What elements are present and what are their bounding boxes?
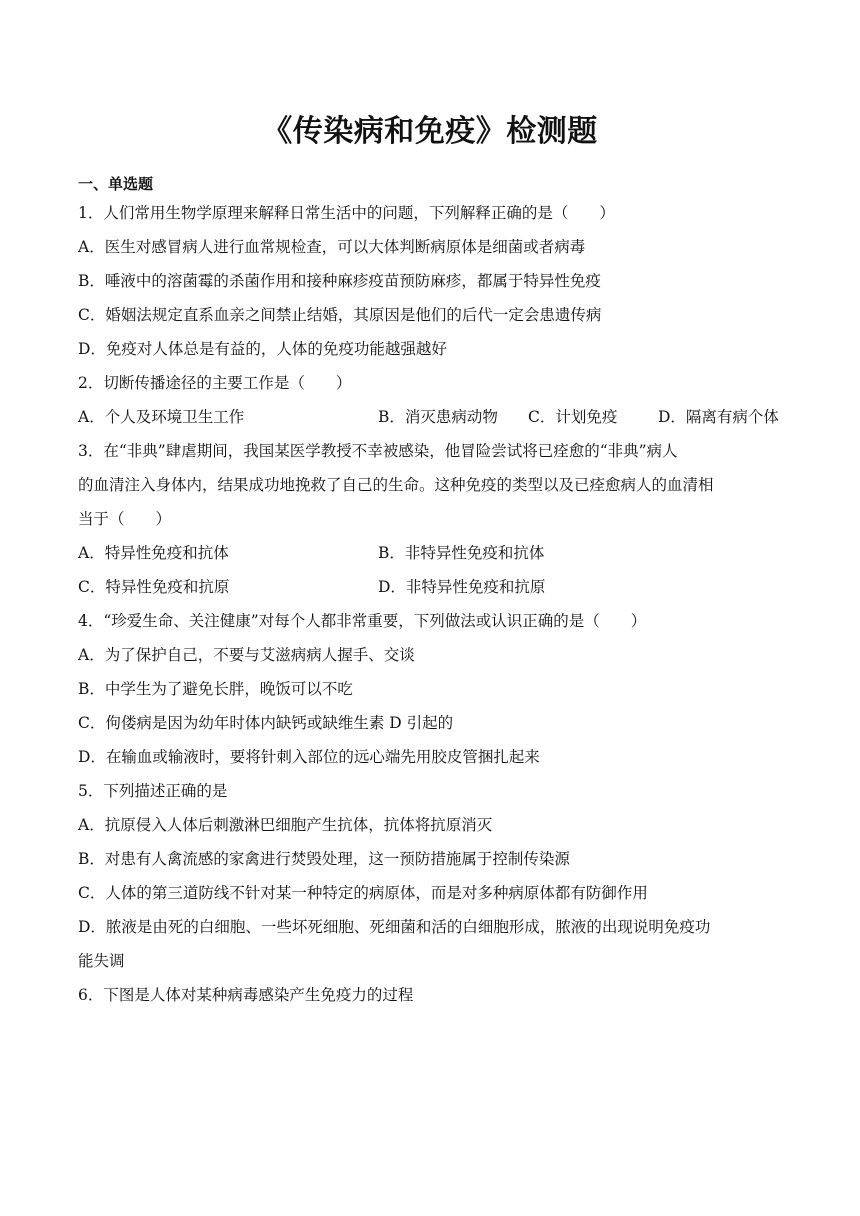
question-2-option-b: B．消灭患病动物 (378, 408, 498, 426)
question-3-option-d: D．非特异性免疫和抗原 (378, 578, 546, 596)
question-5-option-d-line-2: 能失调 (78, 952, 125, 970)
question-1-option-c: C．婚姻法规定直系血亲之间禁止结婚，其原因是他们的后代一定会患遗传病 (78, 306, 602, 324)
question-1-option-b: B．唾液中的溶菌霉的杀菌作用和接种麻疹疫苗预防麻疹，都属于特异性免疫 (78, 272, 601, 290)
question-5 (78, 774, 786, 978)
question-2-option-c: C．计划免疫 (528, 408, 618, 426)
question-2 (78, 366, 786, 434)
question-3-options-row-2 (78, 570, 786, 604)
question-3-stem-line-1: 3．在“非典”肆虐期间，我国某医学教授不幸被感染，他冒险尝试将已痊愈的“非典”病人 (78, 442, 678, 460)
question-1-option-d: D．免疫对人体总是有益的，人体的免疫功能越强越好 (78, 340, 447, 358)
question-4-option-c: C．佝偻病是因为幼年时体内缺钙或缺维生素 D 引起的 (78, 714, 454, 732)
question-4-option-d: D．在输血或输液时，要将针刺入部位的远心端先用胶皮管捆扎起来 (78, 748, 540, 766)
question-1-option-a: A．医生对感冒病人进行血常规检查，可以大体判断病原体是细菌或者病毒 (78, 238, 586, 256)
document-title: 《传染病和免疫》检测题 (262, 114, 598, 149)
question-5-option-a: A．抗原侵入人体后刺激淋巴细胞产生抗体，抗体将抗原消灭 (78, 816, 493, 834)
question-3-options-row-1 (78, 536, 786, 570)
question-2-option-d: D．隔离有病个体 (658, 408, 779, 426)
question-6-stem: 6．下图是人体对某种病毒感染产生免疫力的过程 (78, 986, 414, 1004)
document-body (78, 172, 786, 1012)
question-3-option-c: C．特异性免疫和抗原 (78, 578, 230, 596)
question-4-option-a: A．为了保护自己，不要与艾滋病病人握手、交谈 (78, 646, 415, 664)
question-3 (78, 434, 786, 604)
section-heading: 一、单选题 (78, 175, 154, 193)
question-3-stem-line-3: 当于（ ） (78, 510, 172, 528)
question-6 (78, 978, 786, 1012)
question-5-stem: 5．下列描述正确的是 (78, 782, 228, 800)
question-3-option-b: B．非特异性免疫和抗体 (378, 544, 545, 562)
question-4 (78, 604, 786, 774)
question-5-option-c: C．人体的第三道防线不针对某一种特定的病原体，而是对多种病原体都有防御作用 (78, 884, 648, 902)
question-1 (78, 196, 786, 366)
question-5-option-d-line-1: D．脓液是由死的白细胞、一些坏死细胞、死细菌和活的白细胞形成，脓液的出现说明免疫功 (78, 918, 711, 936)
question-3-stem-line-2: 的血清注入身体内，结果成功地挽救了自己的生命。这种免疫的类型以及已痊愈病人的血清相 (78, 476, 714, 494)
question-1-stem: 1．人们常用生物学原理来解释日常生活中的问题，下列解释正确的是（ ） (78, 204, 615, 222)
question-2-option-a: A．个人及环境卫生工作 (78, 408, 245, 426)
question-4-stem: 4．“珍爱生命、关注健康”对每个人都非常重要，下列做法或认识正确的是（ ） (78, 612, 647, 630)
question-2-options (78, 400, 786, 434)
question-5-option-b: B．对患有人禽流感的家禽进行焚毁处理，这一预防措施属于控制传染源 (78, 850, 570, 868)
question-3-option-a: A．特异性免疫和抗体 (78, 544, 229, 562)
question-4-option-b: B．中学生为了避免长胖，晚饭可以不吃 (78, 680, 353, 698)
question-2-stem: 2．切断传播途径的主要工作是（ ） (78, 374, 352, 392)
